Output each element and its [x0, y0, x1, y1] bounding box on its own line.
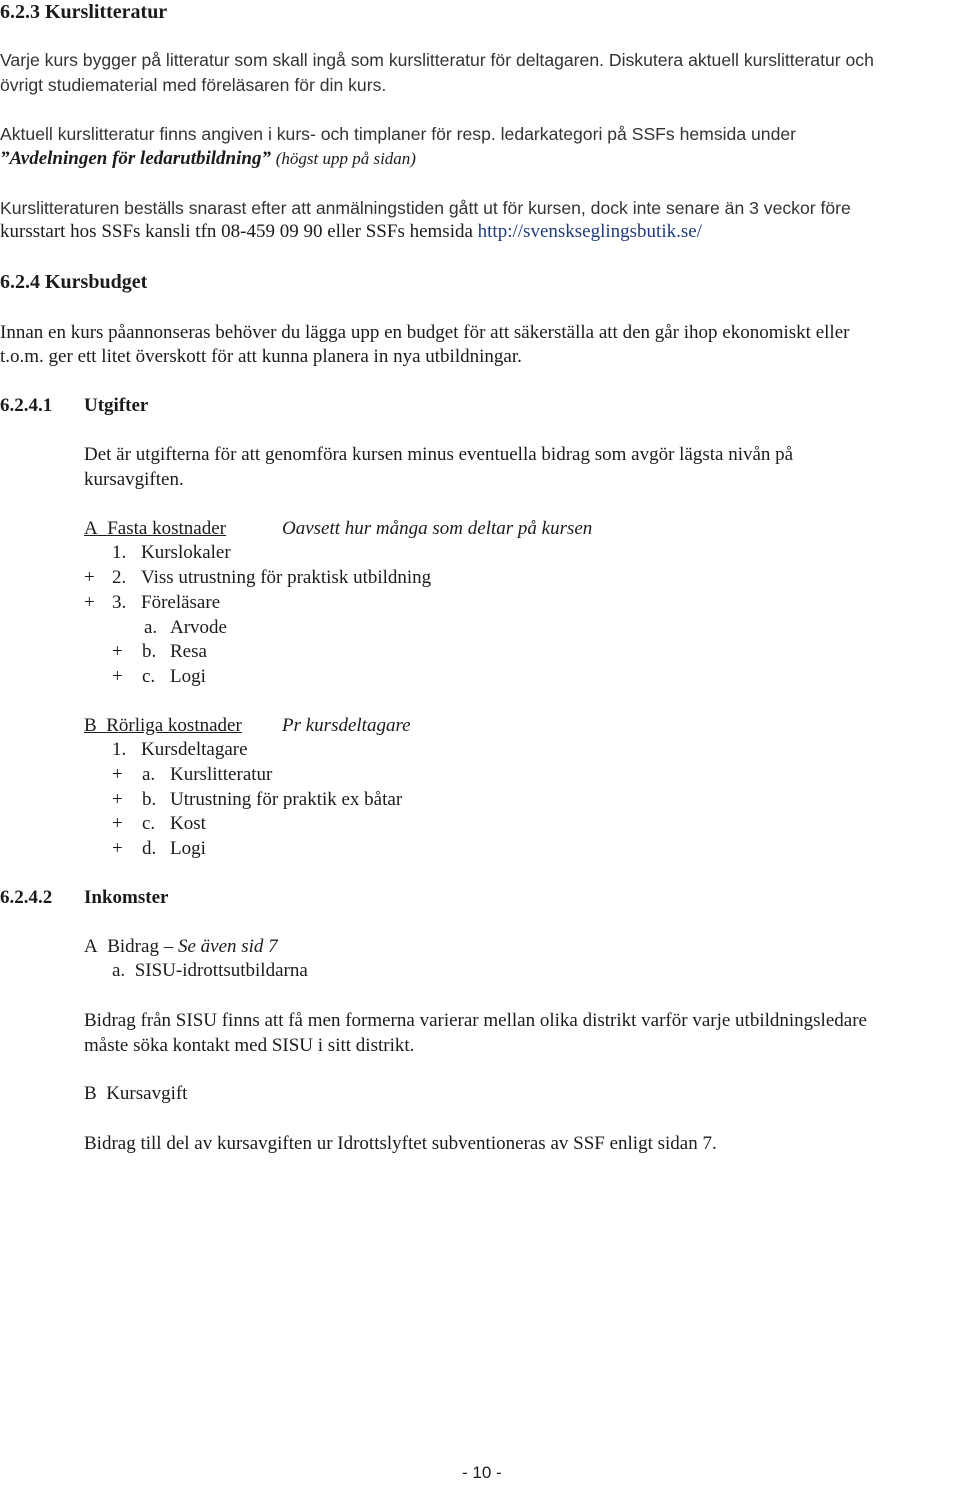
item-text: Kurslitteratur — [170, 764, 273, 785]
item-number: a. — [112, 960, 126, 981]
plus-sign: + — [84, 567, 95, 588]
list-item — [112, 959, 308, 984]
item-number: 3. — [112, 592, 127, 613]
paragraph-line: Bidrag från SISU finns att få men formerna varierar mellan olika distrikt varför varje utbildningsledare — [84, 1010, 867, 1031]
item-number: b. — [142, 789, 157, 810]
section-heading-kurslitteratur: 6.2.3 Kurslitteratur — [0, 1, 168, 23]
page-number: - 10 - — [462, 1463, 502, 1482]
paragraph-text: kursstart hos SSFs kansli tfn 08-459 09 90 eller SSFs hemsida — [0, 221, 473, 242]
plus-sign: + — [112, 813, 123, 834]
item-number: 2. — [112, 567, 127, 588]
paragraph-line — [0, 220, 702, 245]
plus-sign: + — [112, 789, 123, 810]
item-number: 1. — [112, 739, 127, 760]
location-hint: (högst upp på sidan) — [275, 149, 416, 168]
plus-sign: + — [112, 666, 123, 687]
group-letter: B — [84, 1083, 97, 1104]
paragraph-line: t.o.m. ger ett litet överskott för att kunna planera in nya utbildningar. — [0, 346, 522, 367]
group-title: Bidrag – — [107, 936, 174, 957]
subsection-number: 6.2.4.1 — [0, 395, 53, 416]
item-number: 1. — [112, 542, 127, 563]
shop-link[interactable]: http://svenskseglingsbutik.se/ — [477, 221, 702, 242]
item-text: Arvode — [170, 617, 227, 638]
paragraph-line: Det är utgifterna för att genomföra kursen minus eventuella bidrag som avgör lägsta nivån på — [84, 444, 794, 465]
item-text: Resa — [170, 641, 207, 662]
item-number: c. — [142, 666, 156, 687]
item-number: d. — [142, 838, 157, 859]
subsection-number: 6.2.4.2 — [0, 887, 53, 908]
section-heading-kursbudget: 6.2.4 Kursbudget — [0, 271, 148, 293]
plus-sign: + — [112, 764, 123, 785]
item-text: SISU-idrottsutbildarna — [134, 960, 308, 981]
section-reference: ”Avdelningen för ledarutbildning” — [0, 148, 271, 169]
item-number: b. — [142, 641, 157, 662]
group-note: Oavsett hur många som deltar på kursen — [282, 518, 593, 539]
item-number: a. — [144, 617, 158, 638]
item-number: a. — [142, 764, 156, 785]
plus-sign: + — [112, 641, 123, 662]
plus-sign: + — [84, 592, 95, 613]
subsection-title-inkomster: Inkomster — [84, 887, 169, 908]
paragraph-line — [0, 147, 416, 172]
group-title: Kursavgift — [106, 1083, 188, 1104]
group-letter: B — [84, 715, 97, 736]
paragraph-line: Aktuell kurslitteratur finns angiven i kurs- och timplaner för resp. ledarkategori på SSFs hemsida under — [0, 124, 796, 144]
income-group-header — [84, 1082, 187, 1107]
group-letter: A — [84, 518, 98, 539]
paragraph-line: Bidrag till del av kursavgiften ur Idrottslyftet subventioneras av SSF enligt sidan 7. — [84, 1133, 717, 1154]
item-text: Föreläsare — [141, 592, 221, 613]
cost-group-header — [84, 714, 242, 739]
paragraph-line: Kurslitteraturen beställs snarast efter att anmälningstiden gått ut för kursen, dock inte senare än 3 veckor före — [0, 198, 851, 218]
income-group-header — [84, 935, 278, 960]
group-title: Fasta kostnader — [107, 518, 226, 539]
item-number: c. — [142, 813, 156, 834]
item-text: Kost — [170, 813, 206, 834]
plus-sign: + — [112, 838, 123, 859]
paragraph-line: Varje kurs bygger på litteratur som skall ingå som kurslitteratur för deltagaren. Diskutera aktuell kurslitteratur och — [0, 50, 874, 70]
paragraph-line: kursavgiften. — [84, 469, 184, 490]
group-letter: A — [84, 936, 98, 957]
item-text: Kurslokaler — [141, 542, 231, 563]
item-text: Kursdeltagare — [141, 739, 248, 760]
group-note: Pr kursdeltagare — [282, 715, 411, 736]
item-text: Utrustning för praktik ex båtar — [170, 789, 403, 810]
group-title: Rörliga kostnader — [106, 715, 242, 736]
cost-group-header — [84, 517, 226, 542]
page-reference: Se även sid 7 — [177, 936, 278, 957]
item-text: Viss utrustning för praktisk utbildning — [141, 567, 432, 588]
paragraph-line: övrigt studiematerial med föreläsaren för din kurs. — [0, 75, 387, 95]
item-text: Logi — [170, 838, 206, 859]
item-text: Logi — [170, 666, 206, 687]
paragraph-line: måste söka kontakt med SISU i sitt distrikt. — [84, 1035, 415, 1056]
subsection-title-utgifter: Utgifter — [84, 395, 149, 416]
paragraph-line: Innan en kurs påannonseras behöver du lägga upp en budget för att säkerställa att den går ihop ekonomiskt eller — [0, 322, 850, 343]
